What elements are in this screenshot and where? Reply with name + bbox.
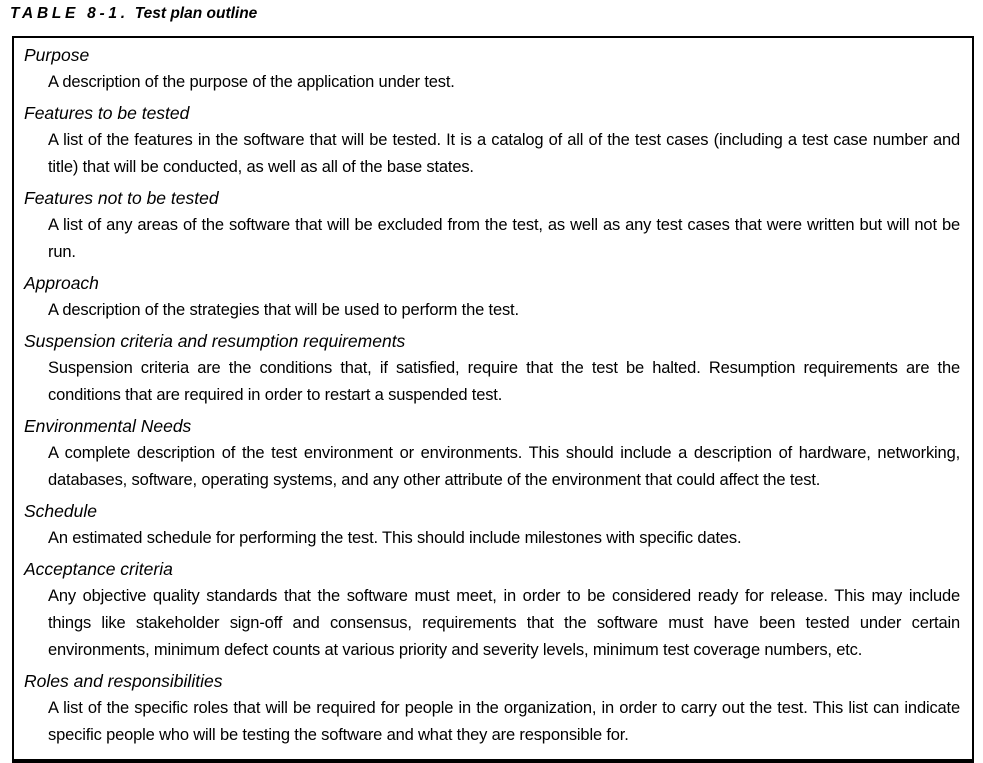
outline-section [24, 413, 960, 494]
section-body: Suspension criteria are the conditions that, if satisfied, require that the test be halted. Resumption requirements are the conditions that are required in order to restart a suspended test. [48, 359, 960, 404]
section-heading: Environmental Needs [24, 416, 192, 436]
section-heading: Features to be tested [24, 103, 190, 123]
section-heading: Purpose [24, 45, 90, 65]
table-caption-title: Test plan outline [134, 5, 258, 22]
section-body: An estimated schedule for performing the test. This should include milestones with specific dates. [48, 529, 742, 547]
section-body: A list of the features in the software that will be tested. It is a catalog of all of the test cases (including a test case number and title) that will be conducted, as well as all of the base states. [48, 131, 960, 176]
outline-section [24, 42, 960, 96]
section-body: A list of any areas of the software that will be excluded from the test, as well as any test cases that were written but will not be run. [48, 216, 960, 261]
section-body: A list of the specific roles that will be required for people in the organization, in order to carry out the test. This list can indicate specific people who will be testing the software and what they are responsible for. [48, 699, 960, 744]
outline-section [24, 556, 960, 664]
section-body: A description of the strategies that will be used to perform the test. [48, 301, 519, 319]
outline-section [24, 270, 960, 324]
section-heading: Approach [24, 273, 99, 293]
outline-section [24, 328, 960, 409]
section-heading: Features not to be tested [24, 188, 219, 208]
outline-section [24, 185, 960, 266]
section-body: A complete description of the test environment or environments. This should include a description of hardware, networking, databases, software, operating systems, and any other attribute of the environment that could affect the test. [48, 444, 960, 489]
section-heading: Suspension criteria and resumption requirements [24, 331, 406, 351]
section-body: A description of the purpose of the application under test. [48, 73, 455, 91]
section-body: Any objective quality standards that the software must meet, in order to be considered ready for release. This may include things like stakeholder sign-off and consensus, requirements that the software must have been tested under certain environments, minimum defect counts at various priority and severity levels, minimum test coverage numbers, etc. [48, 587, 960, 659]
table-caption-number: TABLE 8-1. [10, 5, 129, 22]
outline-section [24, 668, 960, 749]
section-heading: Schedule [24, 501, 97, 521]
outline-section [24, 498, 960, 552]
outline-section [24, 100, 960, 181]
section-heading: Acceptance criteria [24, 559, 173, 579]
section-heading: Roles and responsibilities [24, 671, 223, 691]
table-caption [10, 4, 983, 24]
test-plan-outline-table [12, 36, 974, 763]
